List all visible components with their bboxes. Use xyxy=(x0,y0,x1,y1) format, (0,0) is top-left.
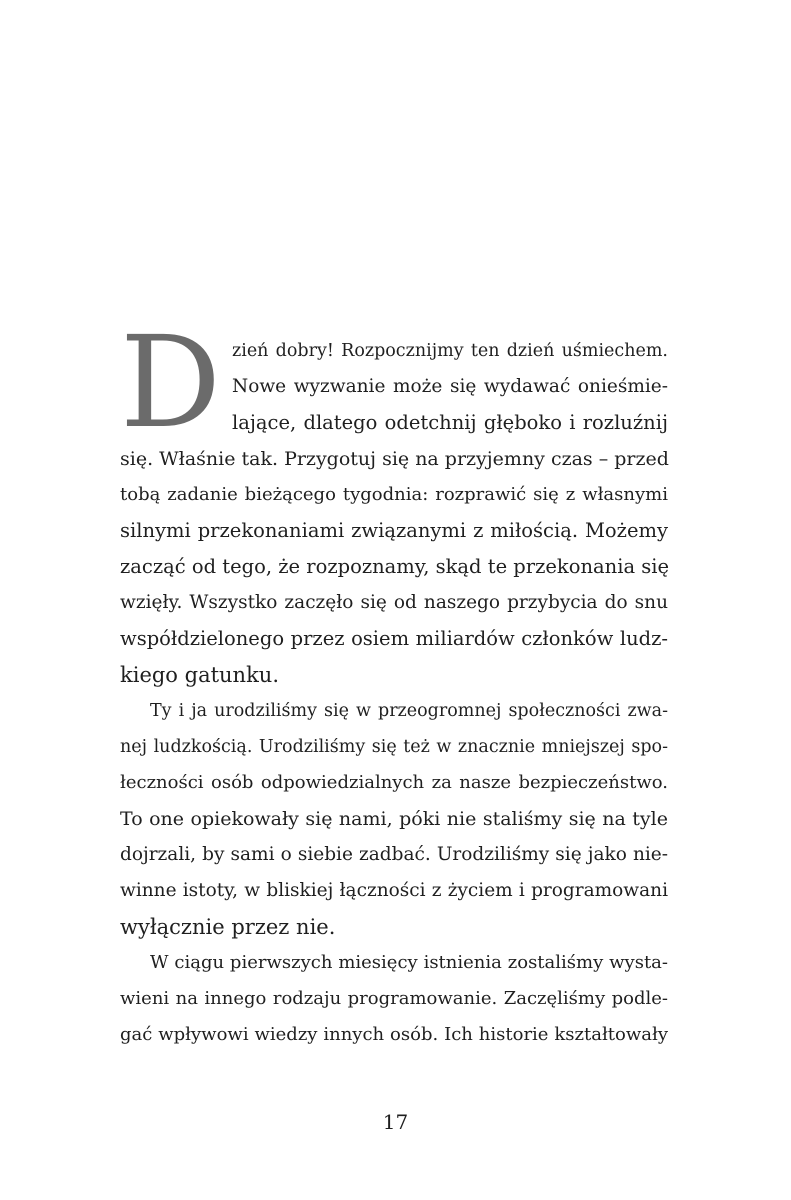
text-line: silnymi przekonaniami związanymi z miłością. Możemy xyxy=(120,519,668,542)
paragraph-3 xyxy=(120,945,668,1053)
body-text xyxy=(120,333,668,1053)
text-line: współdzielonego przez osiem miliardów członków ludz- xyxy=(120,627,668,650)
text-line: zień dobry! Rozpocznijmy ten dzień uśmiechem. xyxy=(232,341,668,361)
text-line: tobą zadanie bieżącego tygodnia: rozprawić się z własnymi xyxy=(120,484,668,505)
text-line: dojrzali, by sami o siebie zadbać. Urodziliśmy się jako nie- xyxy=(120,844,668,865)
text-line: To one opiekowały się nami, póki nie staliśmy się na tyle xyxy=(120,808,668,830)
paragraph-1 xyxy=(120,333,668,693)
text-line: wyłącznie przez nie. xyxy=(120,915,336,939)
text-line: lające, dlatego odetchnij głęboko i rozluźnij xyxy=(232,411,668,434)
text-line: wzięły. Wszystko zaczęło się od naszego przybycia do snu xyxy=(120,592,668,613)
text-line: gać wpływowi wiedzy innych osób. Ich historie kształtowały xyxy=(120,1024,668,1045)
text-line: zacząć od tego, że rozpoznamy, skąd te przekonania się xyxy=(120,555,670,578)
text-line: W ciągu pierwszych miesięcy istnienia zostaliśmy wysta- xyxy=(150,952,668,973)
text-line: kiego gatunku. xyxy=(120,663,280,687)
dropcap-lines xyxy=(120,333,668,441)
text-line: wieni na innego rodzaju programowanie. Zaczęliśmy podle- xyxy=(120,988,668,1009)
text-line: Nowe wyzwanie może się wydawać onieśmie- xyxy=(232,376,668,397)
text-line: winne istoty, w bliskiej łączności z życiem i programowani xyxy=(120,880,668,901)
page-number: 17 xyxy=(382,1110,409,1134)
text-line: Ty i ja urodziliśmy się w przeogromnej społeczności zwa- xyxy=(150,701,668,721)
text-line: nej ludzkością. Urodziliśmy się też w znacznie mniejszej spo- xyxy=(120,737,668,757)
text-line: się. Właśnie tak. Przygotuj się na przyjemny czas – przed xyxy=(120,448,669,470)
drop-cap: D xyxy=(120,309,222,456)
paragraph-2 xyxy=(120,693,668,945)
text-line: łeczności osób odpowiedzialnych za nasze bezpieczeństwo. xyxy=(120,772,668,793)
